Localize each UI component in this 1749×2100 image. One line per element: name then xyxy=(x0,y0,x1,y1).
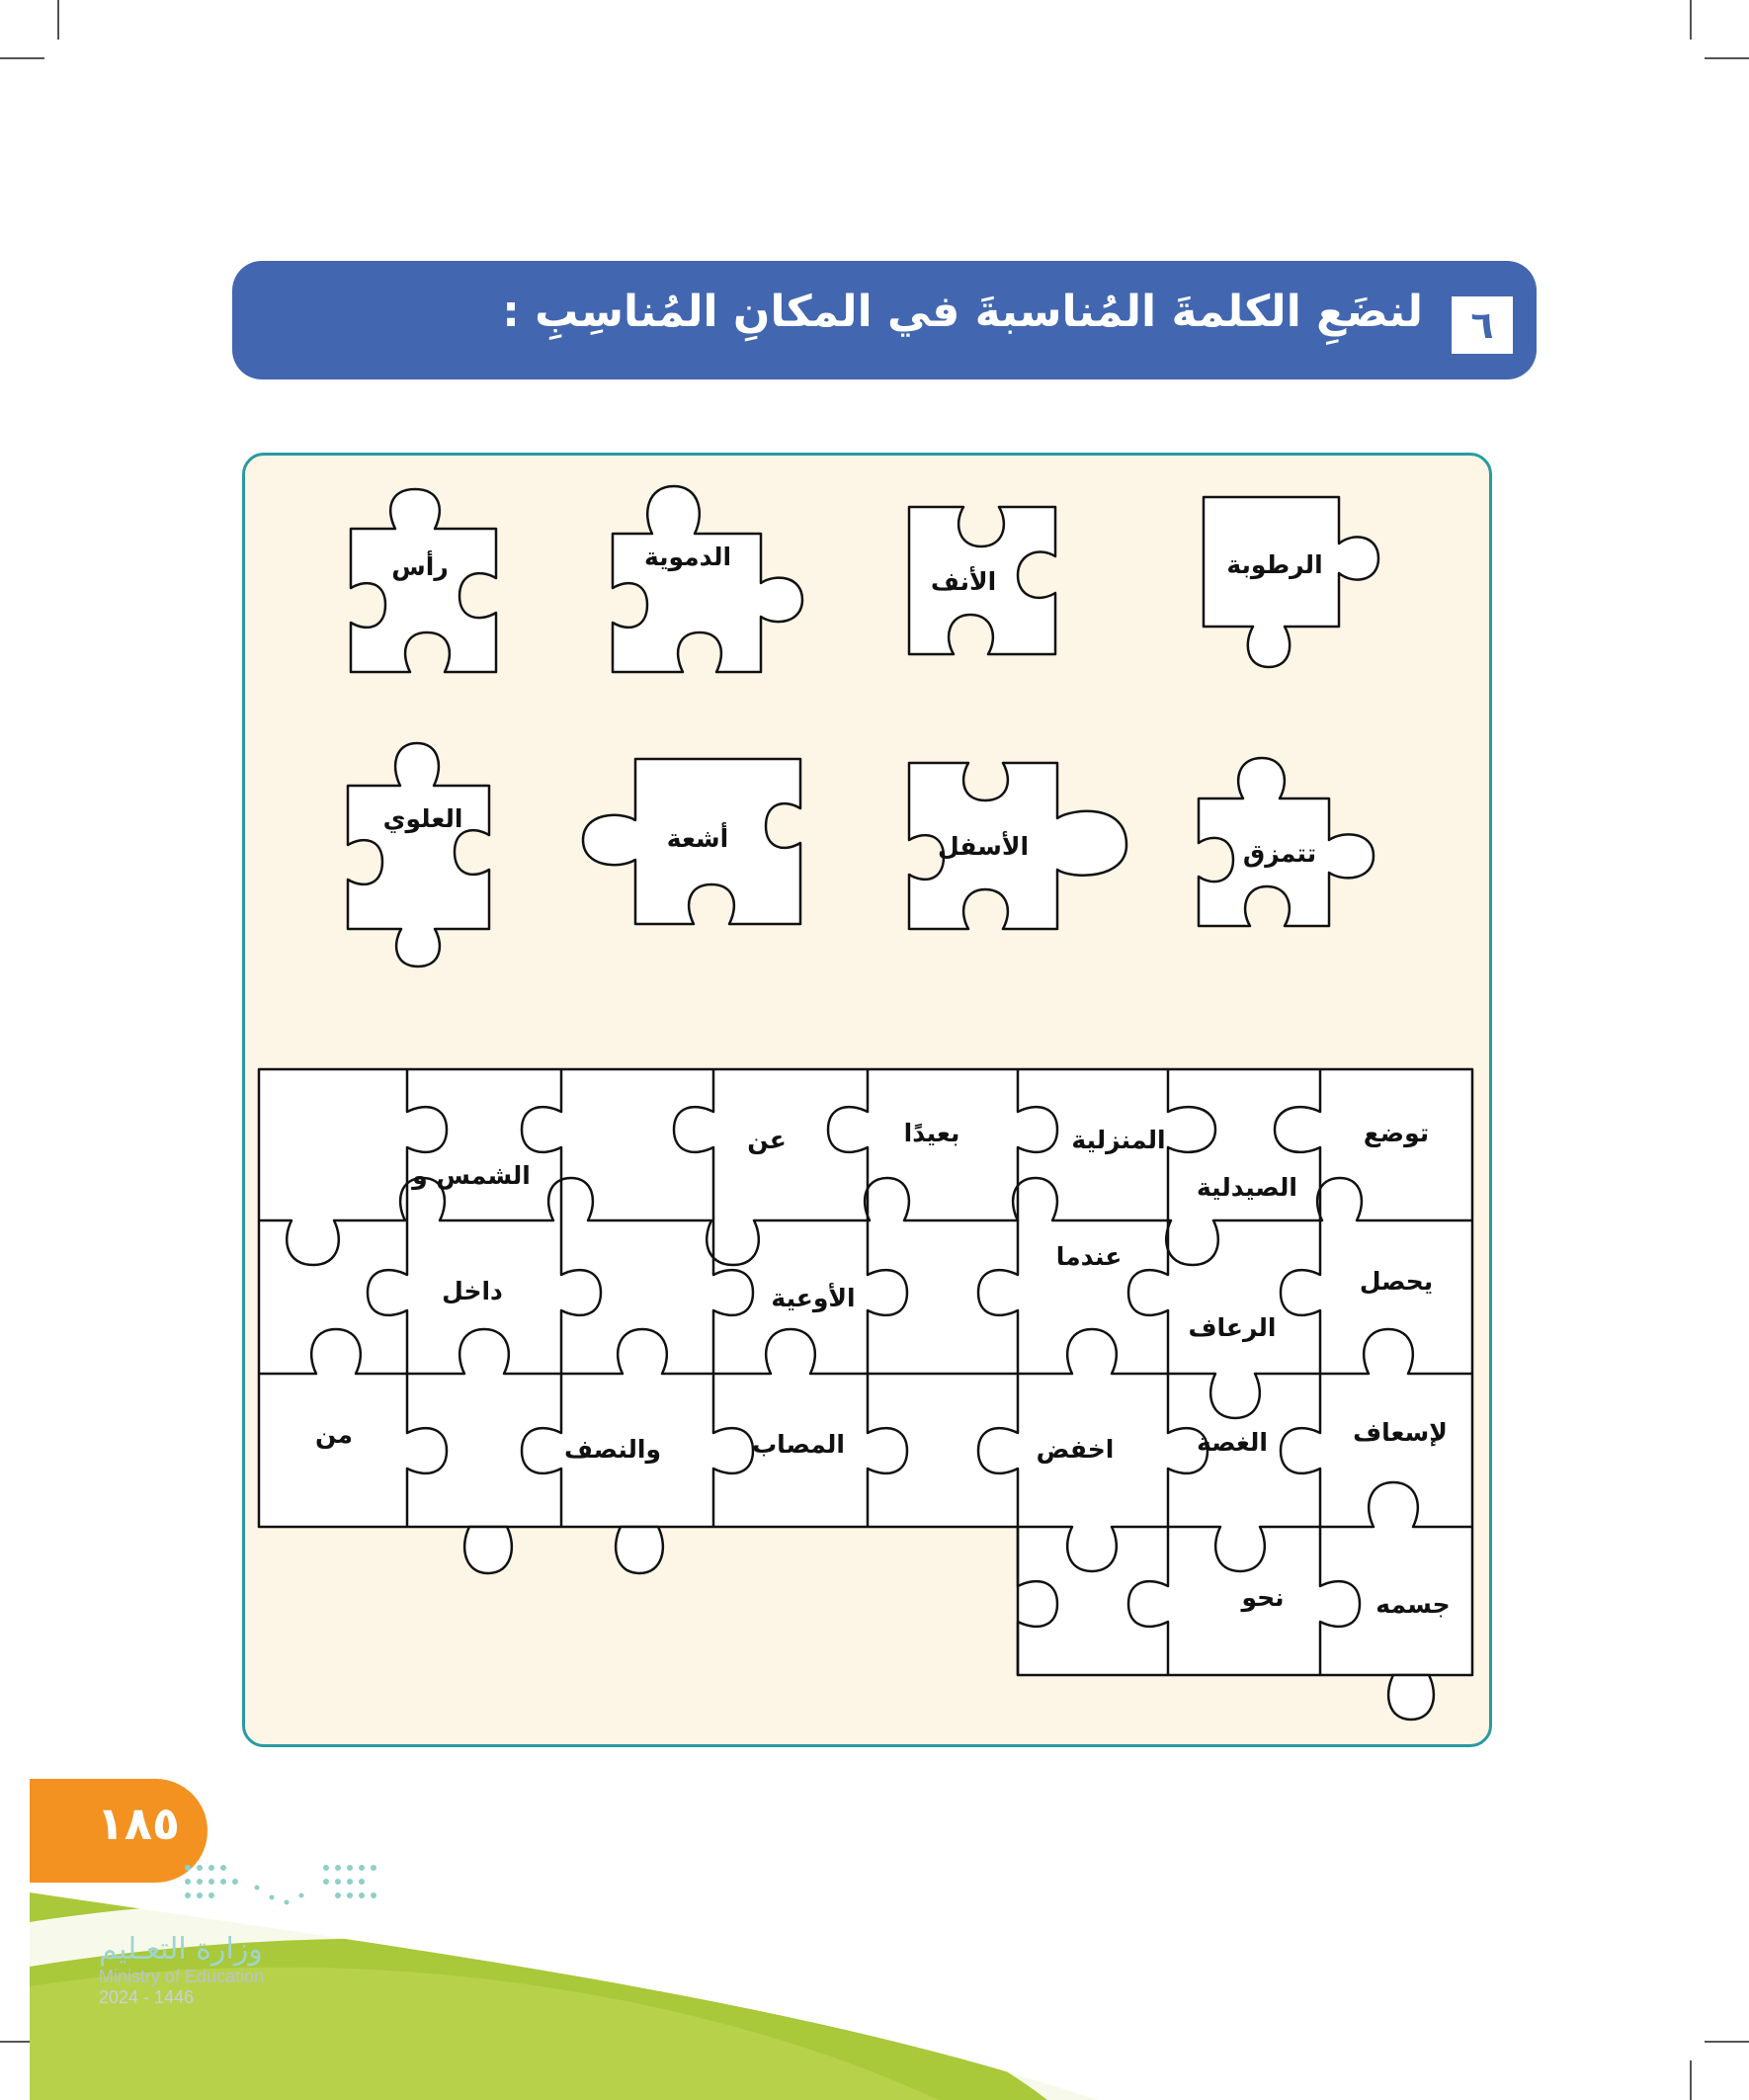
board-label: يحصل xyxy=(1359,1267,1434,1296)
board-label: توضع xyxy=(1363,1119,1430,1147)
board-label: عن xyxy=(747,1126,787,1154)
puzzle-piece-anf[interactable] xyxy=(909,507,1055,654)
piece-label: تتمزق xyxy=(1242,839,1317,868)
puzzle-piece-ras[interactable] xyxy=(351,489,496,672)
board-label: عندما xyxy=(1055,1242,1123,1271)
puzzle-piece-tatamazzaq[interactable] xyxy=(1199,758,1374,926)
puzzle-piece-rutuba[interactable] xyxy=(1204,497,1378,667)
board-label: جسمه xyxy=(1375,1590,1451,1619)
ministry-name-en: Ministry of Education xyxy=(99,1967,265,1986)
board-label: الغصة xyxy=(1197,1428,1268,1457)
board-label: والنصف xyxy=(563,1435,662,1464)
board-label: داخل xyxy=(442,1277,503,1305)
edition-year: 2024 - 1446 xyxy=(99,1987,195,2007)
board-label: اخفض xyxy=(1036,1435,1115,1464)
board-label: بعيدًا xyxy=(903,1119,960,1147)
question-number: ٦ xyxy=(1452,296,1513,354)
piece-label: أشعة xyxy=(666,824,729,853)
ministry-logo xyxy=(99,1932,264,2008)
piece-label: الرطوبة xyxy=(1226,550,1323,579)
board-label: المصاب xyxy=(752,1430,845,1459)
puzzle-piece-ashia[interactable] xyxy=(583,759,800,924)
puzzle-piece-ulwi[interactable] xyxy=(348,743,489,966)
board-label: الشمس و xyxy=(412,1161,531,1190)
board-label: لإسعاف xyxy=(1353,1418,1448,1447)
logo-dots-icon xyxy=(178,1858,435,1917)
piece-label: الأنف xyxy=(930,567,997,596)
piece-label: العلوي xyxy=(382,804,463,833)
piece-label: رأس xyxy=(391,552,449,581)
ministry-name-ar: وزارة التعـليم xyxy=(99,1932,263,1967)
puzzle-piece-damawiya[interactable] xyxy=(613,486,802,672)
board-label: المنزلية xyxy=(1071,1126,1166,1154)
board-label: الأوعية xyxy=(771,1284,856,1312)
board-label: من xyxy=(315,1420,353,1449)
piece-label: الدموية xyxy=(643,543,732,571)
board-label: الصيدلية xyxy=(1197,1173,1297,1202)
piece-label: الأسفل xyxy=(937,832,1030,861)
board-label: الرعاف xyxy=(1188,1313,1277,1342)
puzzle-piece-asfal[interactable] xyxy=(909,763,1126,929)
board-label: نحو xyxy=(1241,1583,1285,1612)
exercise-title: لنضَعِ الكلمةَ المُناسبةَ في المكانِ المُناسِبِ : xyxy=(502,287,1423,337)
page-number: ١٨٥ xyxy=(96,1797,180,1850)
